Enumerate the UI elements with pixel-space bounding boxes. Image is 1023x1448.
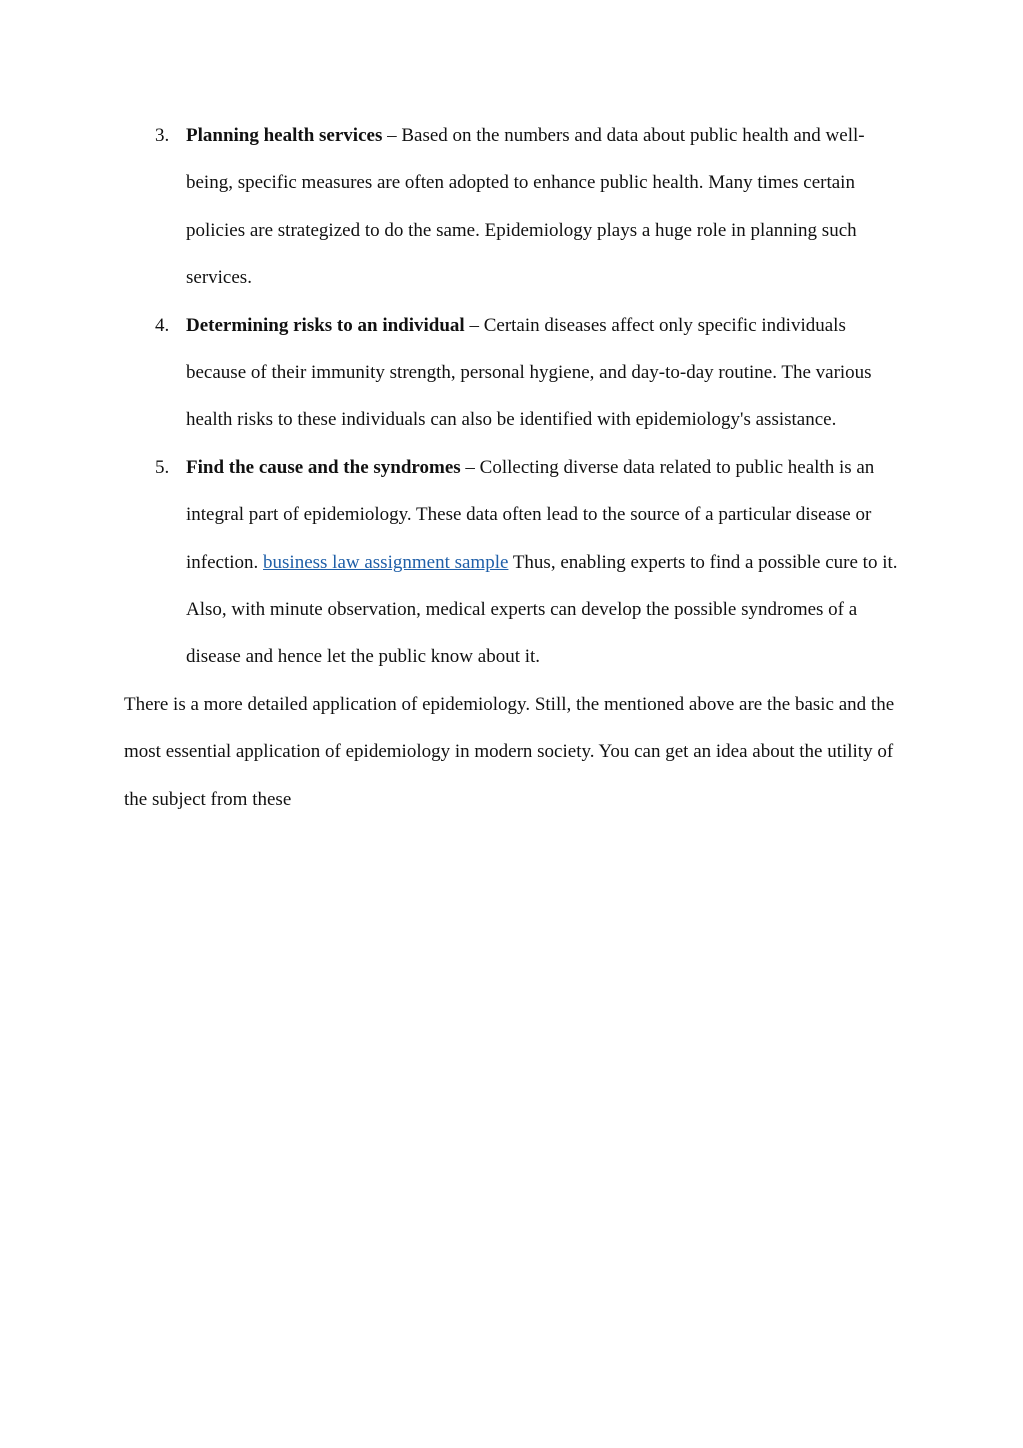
- closing-paragraph: There is a more detailed application of epidemiology. Still, the mentioned above are the basic and the most essential application of epidemiology in modern society. You can get an idea about the utility of the subject from these: [124, 693, 895, 810]
- business-law-assignment-link[interactable]: business law assignment sample: [263, 551, 509, 573]
- list-item-body-before-link: – Collecting diverse data related to public health is an integral part of epidemiology. These data often lead to the source of a particular disease or infection.: [186, 456, 875, 573]
- list-item-body: – Based on the numbers and data about public health and well-being, specific measures are often adopted to enhance public health. Many times certain policies are strategized to do the same. Epidemiology plays a huge role in planning such services.: [186, 125, 865, 289]
- list-item-text: [186, 112, 904, 302]
- list-item-title: Find the cause and the syndromes: [186, 456, 461, 478]
- list-item-3: [124, 112, 904, 302]
- list-item-title: Determining risks to an individual: [186, 314, 465, 336]
- list-item-body: – Certain diseases affect only specific individuals because of their immunity strength, personal hygiene, and day-to-day routine. The various health risks to these individuals can also be identified with epidemiology's assistance.: [186, 314, 872, 431]
- list-item-4: [124, 302, 904, 444]
- list-number: 4.: [155, 314, 170, 336]
- list-item-5: [124, 444, 904, 681]
- list-item-title: Planning health services: [186, 125, 383, 146]
- list-item-body-after-link: Thus, enabling experts to find a possible cure to it. Also, with minute observation, medical experts can develop the possible syndromes of a disease and hence let the public know about it.: [186, 551, 898, 668]
- list-item-text: [186, 302, 904, 444]
- document-body: [124, 112, 904, 823]
- list-number: 3.: [155, 125, 170, 146]
- list-item-text: [186, 444, 904, 681]
- list-number: 5.: [155, 456, 170, 478]
